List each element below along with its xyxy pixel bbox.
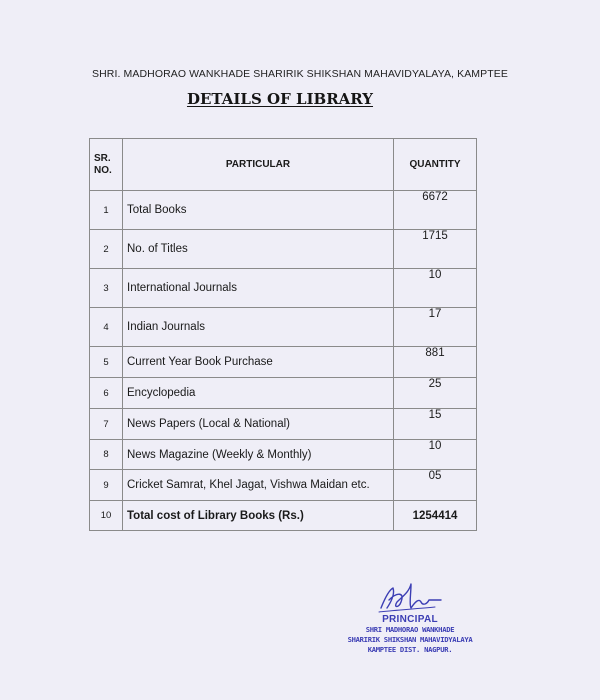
table-row-total [90,501,477,531]
row-particular: Total Books [123,191,394,230]
table-row [90,269,477,308]
table-row [90,347,477,378]
row-particular: Total cost of Library Books (Rs.) [123,501,394,531]
principal-stamp [320,614,500,655]
document-title: DETAILS OF LIBRARY [186,90,374,108]
stamp-line1: SHRI MADHORAO WANKHADE [365,625,455,634]
row-particular: International Journals [123,269,394,308]
header-sr-line1: SR. [94,152,111,164]
row-particular: Cricket Samrat, Khel Jagat, Vishwa Maidan etc. [123,470,394,501]
row-sr: 2 [90,230,123,269]
stamp-line3: KAMPTEE DIST. NAGPUR. [367,645,453,654]
header-sr-line2: NO. [94,164,112,176]
row-particular: Encyclopedia [123,378,394,409]
row-quantity: 6672 [394,191,477,230]
institution-name: SHRI. MADHORAO WANKHADE SHARIRIK SHIKSHAN MAHAVIDYALAYA, KAMPTEE [92,68,508,80]
row-sr: 9 [90,470,123,501]
row-particular: News Magazine (Weekly & Monthly) [123,440,394,470]
table-row [90,308,477,347]
row-quantity: 05 [394,470,477,501]
row-sr: 6 [90,378,123,409]
row-particular: Indian Journals [123,308,394,347]
stamp-line2: SHARIRIK SHIKSHAN MAHAVIDYALAYA [347,635,473,644]
table-row [90,409,477,440]
row-quantity: 15 [394,409,477,440]
row-quantity: 1715 [394,230,477,269]
table-row [90,378,477,409]
library-table [89,138,477,531]
table-row [90,470,477,501]
row-quantity: 10 [394,440,477,470]
row-quantity: 25 [394,378,477,409]
row-sr: 10 [90,501,123,531]
table-row [90,230,477,269]
row-sr: 5 [90,347,123,378]
row-sr: 7 [90,409,123,440]
row-particular: Current Year Book Purchase [123,347,394,378]
header-quantity: QUANTITY [394,139,477,191]
row-quantity: 1254414 [394,501,477,531]
header-particular: PARTICULAR [123,139,394,191]
row-quantity: 17 [394,308,477,347]
row-sr: 8 [90,440,123,470]
principal-signature [375,578,445,618]
row-quantity: 10 [394,269,477,308]
row-sr: 3 [90,269,123,308]
table-row [90,440,477,470]
table-row [90,191,477,230]
header-sr-no [90,139,123,191]
row-particular: News Papers (Local & National) [123,409,394,440]
row-sr: 4 [90,308,123,347]
row-particular: No. of Titles [123,230,394,269]
row-quantity: 881 [394,347,477,378]
row-sr: 1 [90,191,123,230]
table-header-row [90,139,477,191]
stamp-role: PRINCIPAL [382,614,438,625]
